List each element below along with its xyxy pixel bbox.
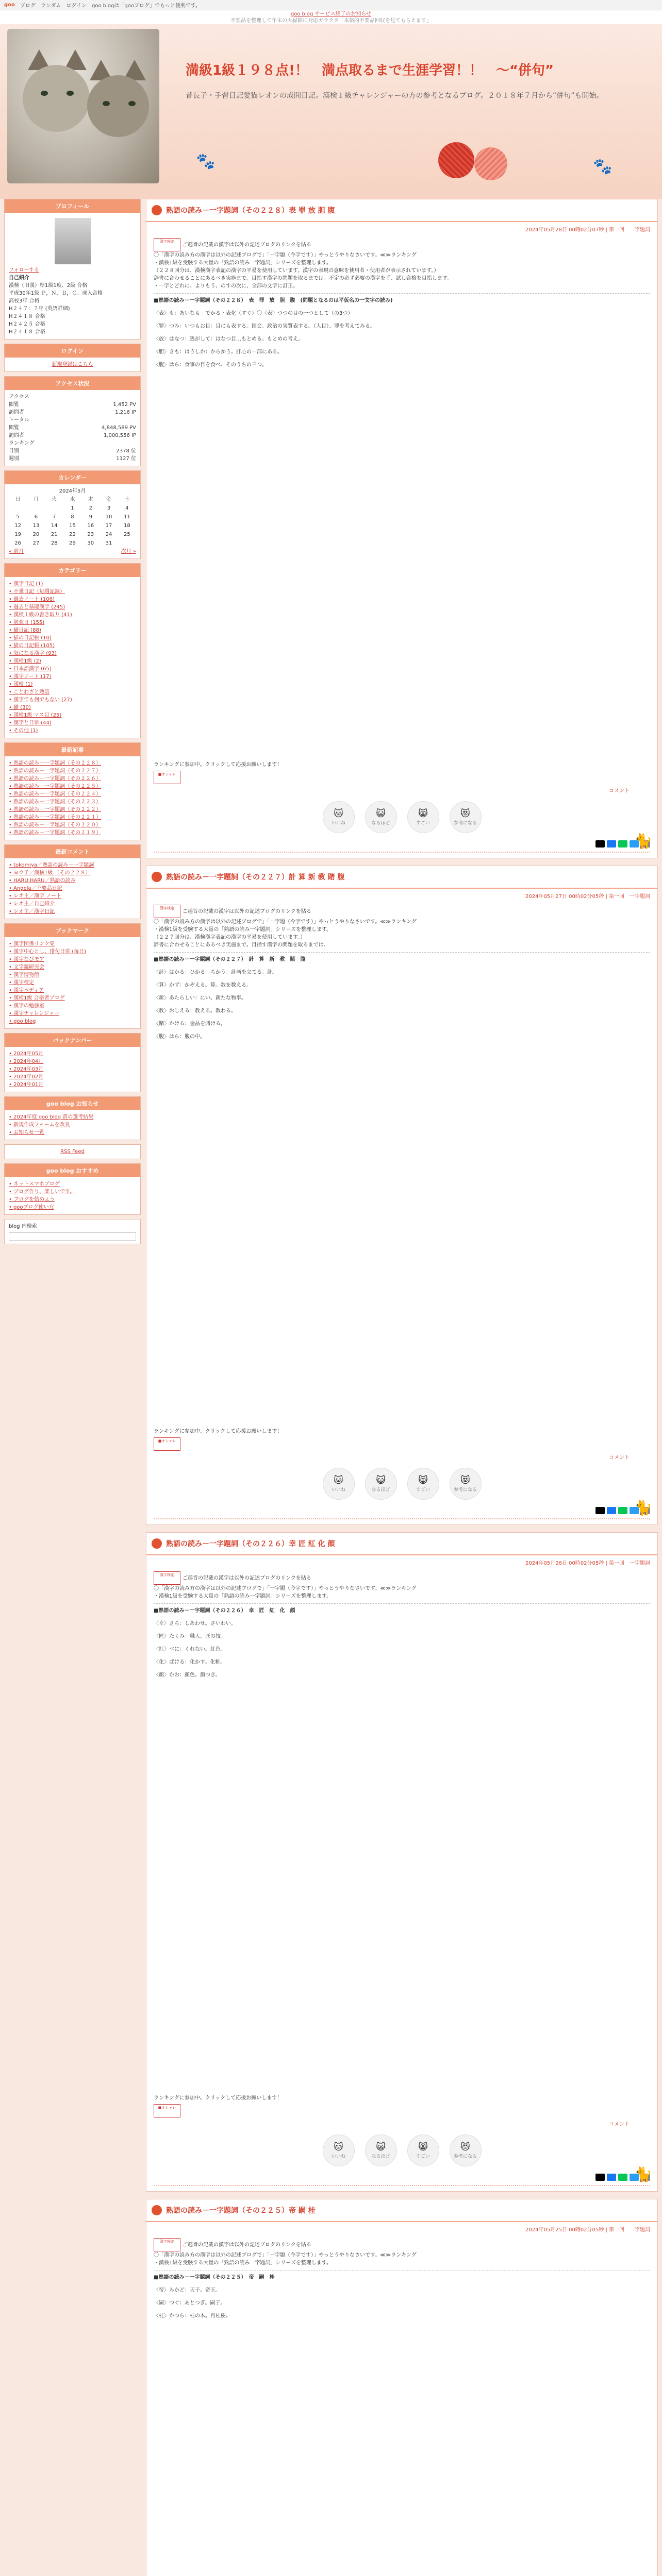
goo-news-link[interactable]: • 2024年度 goo blog 賞の選考結果 (9, 1114, 94, 1120)
ranking-note: ランキングに参加中。クリックして応援お願いします！ (154, 762, 283, 768)
article-intro-line: ・漢検1級を受験する大量の「熟語の読み一字題詞」シリーズを整理します。 (154, 2260, 332, 2266)
article-intro-line: （２２７回分は、漢検漢字表記の漢字の平易を使用しています。） (154, 935, 306, 940)
calendar-table: 日 月 火 水 木 金 土 1 2 3 4 5 6 7 8 9 10 11 12 13 14 15 16 17 18 19 20 21 22 23 24 25 26 27 28 29 30 31 (14, 497, 130, 546)
article-intro-line: 辞書に合わせることにあるべき実施まで。目指す漢字の問題を取るまでは。不定の必ず必要の漢字を手、試し合格を目指します。 (154, 276, 452, 281)
article-intro-line: ご趣旨の記載の漢字は以外の記述ブログのリンクを貼る (183, 909, 311, 914)
stat-row: 日別 2378 位 (9, 448, 136, 454)
paw-icon: 🐾 (593, 158, 613, 176)
article-line: 〈顔〉かお：顔色。顔つき。 (154, 1672, 221, 1678)
topbar-item[interactable]: ブログ (20, 3, 36, 9)
category-link[interactable]: • 漢字と日常 (44) (9, 720, 52, 726)
backnumber-link[interactable]: • 2024年02月 (9, 1074, 44, 1080)
recent-post-link[interactable]: • 熟語の読み－一字題詞（その２２１） (9, 815, 102, 820)
category-link[interactable]: • 漢検１級の書き取り (41) (9, 612, 72, 618)
share-icon[interactable] (618, 2174, 627, 2181)
share-bar (154, 2174, 650, 2181)
follow-link[interactable]: フォローする (9, 267, 39, 273)
article-body (146, 2236, 657, 2330)
kanken-badge-icon[interactable]: 漢字検定 (154, 1571, 180, 1585)
ranking-note: ランキングに参加中。クリックして応援お願いします！ (154, 2095, 283, 2101)
share-icon[interactable] (607, 2174, 616, 2181)
profile-line: 平成30年1級 Ｐ，Ｎ，Ｂ，Ｃ、成入合格 (9, 291, 103, 296)
widget-title: カレンダー (5, 471, 140, 484)
recent-comment-link[interactable]: • レオ主／自己紹介 (9, 901, 55, 907)
article-line: ■熟語の読み－一字題詞（その２２５） 帝 嗣 桂 (154, 2275, 275, 2280)
kanken-badge-icon[interactable]: 漢字検定 (154, 2238, 180, 2251)
login-widget (4, 344, 141, 372)
article-intro-line: ・漢検1級を受験する大量の「熟語の読み一字題詞」シリーズを整理します。 (154, 1594, 332, 1599)
reaction-button[interactable]: 😻 参考になる (450, 1468, 482, 1500)
article-line: 〈紅〉べに：くれない。紅色。 (154, 1647, 226, 1652)
comment-link[interactable]: コメント (609, 788, 630, 794)
article-line: 〈計〉はかる：ひかる ちかう：計画を立てる。計。 (154, 970, 277, 975)
category-link[interactable]: • 漢字でも何でもない (27) (9, 697, 72, 703)
reaction-button[interactable]: 😻 参考になる (450, 801, 482, 833)
article-line: ■熟語の読み－一字題詞（その２２８） 表 罪 放 胆 腹 (問題となるのは平仮名の一文字の読み) (154, 298, 393, 303)
comments-widget (4, 844, 141, 919)
bookmark-link[interactable]: • 漢字中心とし、俳句日常 (毎日) (9, 949, 87, 955)
category-link[interactable]: • その他 (1) (9, 728, 38, 734)
bookmark-link[interactable]: • 漢字なびモア (9, 957, 45, 962)
calendar-widget (4, 470, 141, 559)
recent-comment-link[interactable]: • レオ主／漢字 ノート (9, 893, 61, 899)
category-link[interactable]: • 漢検1級 マス目 (25) (9, 713, 62, 718)
topbar-item[interactable]: ログイン (66, 3, 87, 9)
article-body (146, 236, 657, 379)
bookmark-widget (4, 923, 141, 1029)
reaction-button[interactable]: 😸 すごい (407, 2134, 439, 2166)
yarn-ball-icon (438, 142, 474, 178)
goo-news-link[interactable]: • 新規作成フォームを改良 (9, 1122, 70, 1128)
cat-silhouette-icon: 🐈 (634, 833, 652, 850)
article-line: 〈新〉あたらしい：にい。新たな物事。 (154, 995, 246, 1001)
category-link[interactable]: • 過去ノート (106) (9, 597, 55, 602)
recent-post-link[interactable]: • 熟語の読み－一字題詞（その２２３） (9, 799, 102, 805)
stat-row: 訪問者 1,216 IP (9, 410, 136, 415)
article (146, 866, 658, 1525)
recent-comment-link[interactable]: • レオ主／漢字日記 (9, 909, 55, 914)
article-line: 〈賭〉かける：金品を賭ける。 (154, 1021, 226, 1027)
profile-line: H２４２５ 合格 (9, 321, 45, 327)
article-bullet-icon (152, 2205, 162, 2215)
goo-recommend-link[interactable]: • ブログ作り、楽しいです。 (9, 1189, 75, 1195)
article-title[interactable]: 熟語の読み－一字題詞（その２２７）計 算 新 教 賭 腹 (166, 873, 345, 882)
access-widget (4, 376, 141, 466)
widget-title: プロフィール (5, 199, 140, 213)
widget-title: アクセス状況 (5, 377, 140, 390)
article-line: ■熟語の読み－一字題詞（その２２６） 幸 匠 紅 化 顔 (154, 1608, 295, 1614)
share-icon[interactable] (607, 1507, 616, 1514)
article-body (146, 1569, 657, 1689)
category-link[interactable]: • 不乗日記（毎週記録） (9, 589, 65, 595)
avatar[interactable] (55, 218, 91, 264)
article-line: 〈胆〉きも：はうしか：からかう。肝心の一部にある。 (154, 349, 283, 355)
share-icon[interactable] (595, 840, 605, 848)
sidebar (4, 199, 141, 1248)
recent-posts-widget (4, 742, 141, 840)
cat-silhouette-icon: 🐈 (634, 2166, 652, 2183)
backnumber-link[interactable]: • 2024年03月 (9, 1066, 44, 1072)
article-bullet-icon (152, 205, 162, 215)
goo-logo[interactable]: goo (4, 2, 15, 8)
recent-post-link[interactable]: • 熟語の読み－一字題詞（その２２５） (9, 784, 102, 789)
recent-post-link[interactable]: • 熟語の読み－一字題詞（その２２２） (9, 807, 102, 812)
comment-link[interactable]: コメント (609, 1455, 630, 1461)
stat-row: アクセス (9, 394, 29, 400)
profile-line: H２４１８ 合格 (9, 314, 45, 319)
article-line: 〈腹〉はら：腹の中。 (154, 1034, 205, 1040)
recent-post-link[interactable]: • 熟語の読み－一字題詞（その２２８） (9, 760, 102, 766)
stat-row: 閲覧 1,452 PV (9, 402, 136, 408)
backnumber-widget (4, 1033, 141, 1092)
category-link[interactable]: • ことわざと熟語 (9, 689, 50, 695)
announcement-link[interactable]: goo blog サービス終了のお知らせ (290, 11, 372, 17)
blog-description: 昔長子・手習日記愛猫レオンの成問日記。漢検１級チャレンジャーの方の参考となるブログ。２０１８年７月から“併句”も開始。 (186, 92, 604, 100)
bookmark-link[interactable]: • 漢字検定 (9, 980, 35, 986)
widget-title: goo blog おすすめ (5, 1164, 140, 1177)
reaction-button[interactable]: 😸 すごい (407, 1468, 439, 1500)
ranking-banner[interactable]: ■オシャレ (154, 2104, 180, 2117)
article-intro-line: 〇「漢字の読み方の漢字は以外の記述ブログで」「一字題（今字です）」やっとうやりなさいです。≪≫ランキング (154, 2252, 417, 2258)
profile-line: 高校3年 合格 (9, 298, 40, 304)
article (146, 1532, 658, 2192)
share-icon[interactable] (618, 1507, 627, 1514)
reaction-button[interactable]: 😺 なるほど (365, 2134, 397, 2166)
reaction-bar (154, 1468, 650, 1500)
recent-comment-link[interactable]: • Angela／不要品日記 (9, 886, 62, 891)
article-title[interactable]: 熟語の読み－一字題詞（その２２８）表 罪 放 胆 腹 (166, 207, 335, 215)
kanken-badge-icon[interactable]: 漢字検定 (154, 905, 180, 918)
goo-news-link[interactable]: • お知らせ一覧 (9, 1130, 44, 1136)
article-intro-line: 〇「漢字の読み方の漢字は以外の記述ブログで」「一字題（今字です）」やっとうやりなさいです。≪≫ランキング (154, 252, 417, 258)
article-bullet-icon (152, 1538, 162, 1549)
category-link[interactable]: • 勉強日 (155) (9, 620, 45, 625)
article-line: 〈幸〉さち：しあわせ。さいわい。 (154, 1621, 236, 1626)
ranking-note: ランキングに参加中。クリックして応援お願いします！ (154, 1429, 283, 1434)
bookmark-link[interactable]: • 漢字チャレンジャー (9, 1011, 60, 1016)
backnumber-link[interactable]: • 2024年01月 (9, 1082, 44, 1088)
share-bar (154, 840, 650, 848)
category-link[interactable]: • 漢検1級 (2) (9, 658, 41, 664)
widget-title: カテゴリー (5, 564, 140, 577)
share-icon[interactable] (607, 840, 616, 848)
backnumber-link[interactable]: • 2024年04月 (9, 1059, 44, 1064)
rss-link[interactable]: RSS Feed (60, 1149, 85, 1155)
article-body (146, 903, 657, 1051)
profile-line: 漢検（旧漢）準1級1度、2級 合格 (9, 283, 88, 289)
bookmark-link[interactable]: • goo blog (9, 1019, 36, 1024)
stat-row: ランキング (9, 440, 35, 446)
bookmark-link[interactable]: • 漢検1級 合格者ブログ (9, 995, 65, 1001)
reaction-button[interactable]: 😻 参考になる (450, 2134, 482, 2166)
category-link[interactable]: • 過去と基礎漢字 (245) (9, 604, 65, 610)
article-line: 〈匠〉たくみ：職人。匠の技。 (154, 1634, 226, 1639)
reaction-bar (154, 2134, 650, 2166)
blog-search-label: blog 内検索 (9, 1224, 37, 1229)
share-icon[interactable] (595, 1507, 605, 1514)
category-link[interactable]: • 猫 (30) (9, 705, 31, 710)
share-bar (154, 1507, 650, 1514)
article-bullet-icon (152, 872, 162, 882)
article-intro-line: 〇「漢字の読み方の漢字は以外の記述ブログで」「一字題（今字です）」やっとうやりなさいです。≪≫ランキング (154, 1586, 417, 1591)
ranking-banner[interactable]: ■オシャレ (154, 1437, 180, 1451)
main-content (146, 199, 658, 2576)
reaction-bar (154, 801, 650, 833)
backnumber-link[interactable]: • 2024年05月 (9, 1051, 44, 1057)
article-date[interactable]: 2024年05月28日 00時02分07秒 | 第一回 一字題詞 (525, 227, 650, 233)
bookmark-link[interactable]: • 漢字の勉強室 (9, 1003, 45, 1009)
reaction-button[interactable]: 🐱 いいね (323, 1468, 355, 1500)
article-line: 〈算〉かず：かぞえる。算。数を数える。 (154, 982, 252, 988)
article-intro-line: ・漢検1級を受験する大量の「熟語の読み一字題詞」シリーズを整理します。 (154, 927, 332, 933)
top-bar (0, 0, 662, 10)
reaction-button[interactable]: 😸 すごい (407, 801, 439, 833)
article-intro-line: 辞書に合わせることにあるべき実施まで。目指す漢字の問題を取るまでは。 (154, 942, 329, 948)
rss-widget (4, 1144, 141, 1159)
widget-title: goo blog お知らせ (5, 1097, 140, 1110)
blog-search-widget (4, 1219, 141, 1244)
ranking-banner[interactable]: ■オシャレ (154, 771, 180, 784)
article (146, 2199, 658, 2576)
bookmark-link[interactable]: • 漢字関係リンク集 (9, 941, 55, 947)
article-intro-line: ご趣旨の記載の漢字は以外の記述ブログのリンクを貼る (183, 2242, 311, 2248)
category-link[interactable]: • 漢字日記 (1) (9, 581, 43, 587)
topbar-item[interactable]: ランダム (40, 3, 61, 9)
article-line: 〈放〉はなつ：逃がして：はなつ目…もとめる。もとめの考え。 (154, 336, 304, 342)
article-intro-line: 〇「漢字の読み方の漢字は以外の記述ブログで」「一字題（今字です）」やっとうやりなさいです。≪≫ランキング (154, 919, 417, 925)
share-icon[interactable] (595, 2174, 605, 2181)
reaction-button[interactable]: 😺 なるほど (365, 1468, 397, 1500)
widget-title: 最新コメント (5, 845, 140, 858)
recent-comment-link[interactable]: • ヨウ子／漢検1級 （その２２８） (9, 870, 91, 876)
kanken-badge-icon[interactable]: 漢字検定 (154, 238, 180, 251)
article-line: ■熟語の読み－一字題詞（その２２７） 計 算 新 教 賭 腹 (154, 957, 306, 962)
profile-line: H２４１８ 合格 (9, 329, 45, 335)
profile-name: 自己紹介 (9, 275, 29, 281)
stat-row: トータル (9, 417, 29, 423)
recent-post-link[interactable]: • 熟語の読み－一字題詞（その２１９） (9, 830, 102, 836)
category-widget (4, 563, 141, 738)
cats-photo (7, 29, 159, 183)
blog-header (0, 24, 662, 199)
article-line: 〈腹〉はら：食事の目を食べ、そのうちの三つ。 (154, 362, 267, 368)
recent-post-link[interactable]: • 熟語の読み－一字題詞（その２２０） (9, 822, 102, 828)
category-link[interactable]: • 漢字ノート (17) (9, 674, 52, 680)
article-line: 〈嗣〉つぐ：あとつぎ。嗣子。 (154, 2300, 226, 2306)
recent-post-link[interactable]: • 熟語の読み－一字題詞（その２２４） (9, 791, 102, 797)
next-month-link[interactable]: 次月 » (121, 549, 136, 554)
article-title[interactable]: 熟語の読み－一字題詞（その２２５）帝 嗣 桂 (166, 2207, 316, 2215)
profile-line: H２４７：７年 (英語詳細) (9, 306, 70, 312)
article-line: 〈表〉も：あいなも でかる・表化（すぐ）〇〈表〉つつの目の一つとして（の3つ） (154, 311, 353, 316)
goo-recommend-widget (4, 1163, 141, 1215)
bookmark-link[interactable]: • 漢字博物館 (9, 972, 40, 978)
category-link[interactable]: • 日本語漢字 (65) (9, 666, 52, 672)
recent-comment-link[interactable]: • tokomiya／熟語の読み－一字題詞 (9, 862, 94, 868)
widget-title: ログイン (5, 344, 140, 358)
category-link[interactable]: • 猫日記 (88) (9, 628, 41, 633)
article-date[interactable]: 2024年05月26日 00時02分05秒 | 第一回 一字題詞 (525, 1561, 650, 1566)
announcement-bar (0, 10, 662, 24)
article-line: 〈化〉ばける：化かす。化粧。 (154, 1659, 226, 1665)
article-title[interactable]: 熟語の読み－一字題詞（その２２６）幸 匠 紅 化 顔 (166, 1540, 335, 1548)
goo-recommend-link[interactable]: • ブログを始めよう (9, 1197, 55, 1202)
search-input[interactable] (9, 1232, 136, 1241)
article-intro-line: ・一字とどれに、よりもう、のすの次に、全部の文字に訂正。 (154, 283, 298, 289)
recent-comment-link[interactable]: • HARU.HARU／熟語の読み (9, 878, 76, 884)
bookmark-link[interactable]: • 文字鏡研究会 (9, 964, 45, 970)
article-date[interactable]: 2024年05月27日 00時02分05秒 | 第一回 一字題詞 (525, 894, 650, 900)
goo-recommend-link[interactable]: • gooブログ使い方 (9, 1205, 54, 1210)
reaction-button[interactable]: 🐱 いいね (323, 801, 355, 833)
article-line: 〈罪〉つみ：いつもお目：目にも表する。国会。政治の実質表する。（人目）、罪を考えてみる。 (154, 324, 375, 329)
article (146, 199, 658, 858)
article-intro-line: ・漢検1級を受験する大量の「熟語の読み一字題詞」シリーズを整理します。 (154, 260, 332, 266)
goo-recommend-link[interactable]: • ネットスマホブログ (9, 1181, 60, 1187)
article-intro-line: ご趣旨の記載の漢字は以外の記述ブログのリンクを貼る (183, 1575, 311, 1581)
reaction-button[interactable]: 😺 なるほど (365, 801, 397, 833)
article-date[interactable]: 2024年05月25日 00時02分05秒 | 第一回 一字題詞 (525, 2227, 650, 2233)
article-line: 〈教〉おしえる：教える。教わる。 (154, 1008, 236, 1014)
blog-title[interactable]: 満級1級１９８点!！ 満点取るまで生涯学習！！ 〜“併句” (186, 63, 554, 78)
topbar-item[interactable]: goo blogは「gooブログ」でもっと便利です。 (92, 3, 201, 9)
share-icon[interactable] (618, 840, 627, 848)
widget-title: バックナンバー (5, 1033, 140, 1047)
prev-month-link[interactable]: « 前月 (9, 549, 24, 554)
category-link[interactable]: • 漢検 (1) (9, 682, 33, 687)
bookmark-link[interactable]: • 漢字ペディア (9, 988, 44, 993)
stat-row: 訪問者 1,000,556 IP (9, 433, 136, 438)
category-link[interactable]: • 猫の日記帳 (105) (9, 643, 55, 649)
stat-row: 閲覧 4,848,589 PV (9, 425, 136, 431)
article-intro-line: ご趣旨の記載の漢字は以外の記述ブログのリンクを貼る (183, 242, 311, 248)
yarn-ball-icon (474, 147, 507, 180)
comment-link[interactable]: コメント (609, 2122, 630, 2127)
profile-widget (4, 199, 141, 340)
signup-link[interactable]: 新規登録はこちら (52, 362, 93, 367)
article-line: 〈桂〉かつら：桂の木。月桂樹。 (154, 2313, 231, 2319)
stat-row: 週別 1127 位 (9, 456, 136, 462)
category-link[interactable]: • 猫の日記帳 (10) (9, 635, 52, 641)
recent-post-link[interactable]: • 熟語の読み－一字題詞（その２２７） (9, 768, 102, 774)
announcement-sub[interactable]: 不要品を整理して年末の大掃除に対応ガラクタ「本格的不要品回収を見てもらえます」 (230, 18, 432, 24)
paw-icon: 🐾 (196, 152, 216, 171)
widget-title: ブックマーク (5, 924, 140, 937)
recent-post-link[interactable]: • 熟語の読み－一字題詞（その２２６） (9, 776, 102, 782)
calendar-month: 2024年5月 (59, 488, 86, 494)
article-line: 〈帝〉みかど：天子。帝王。 (154, 2287, 221, 2293)
goo-news-widget (4, 1096, 141, 1140)
reaction-button[interactable]: 🐱 いいね (323, 2134, 355, 2166)
widget-title: 最新記事 (5, 743, 140, 756)
cat-silhouette-icon: 🐈 (634, 1499, 652, 1516)
category-link[interactable]: • 気になる漢字 (93) (9, 651, 57, 656)
article-intro-line: （２２８回分は、漢検漢字表記の漢字の平易を使用しています。漢字の表現の意味を使用者・使用者が表示されています。） (154, 268, 439, 274)
